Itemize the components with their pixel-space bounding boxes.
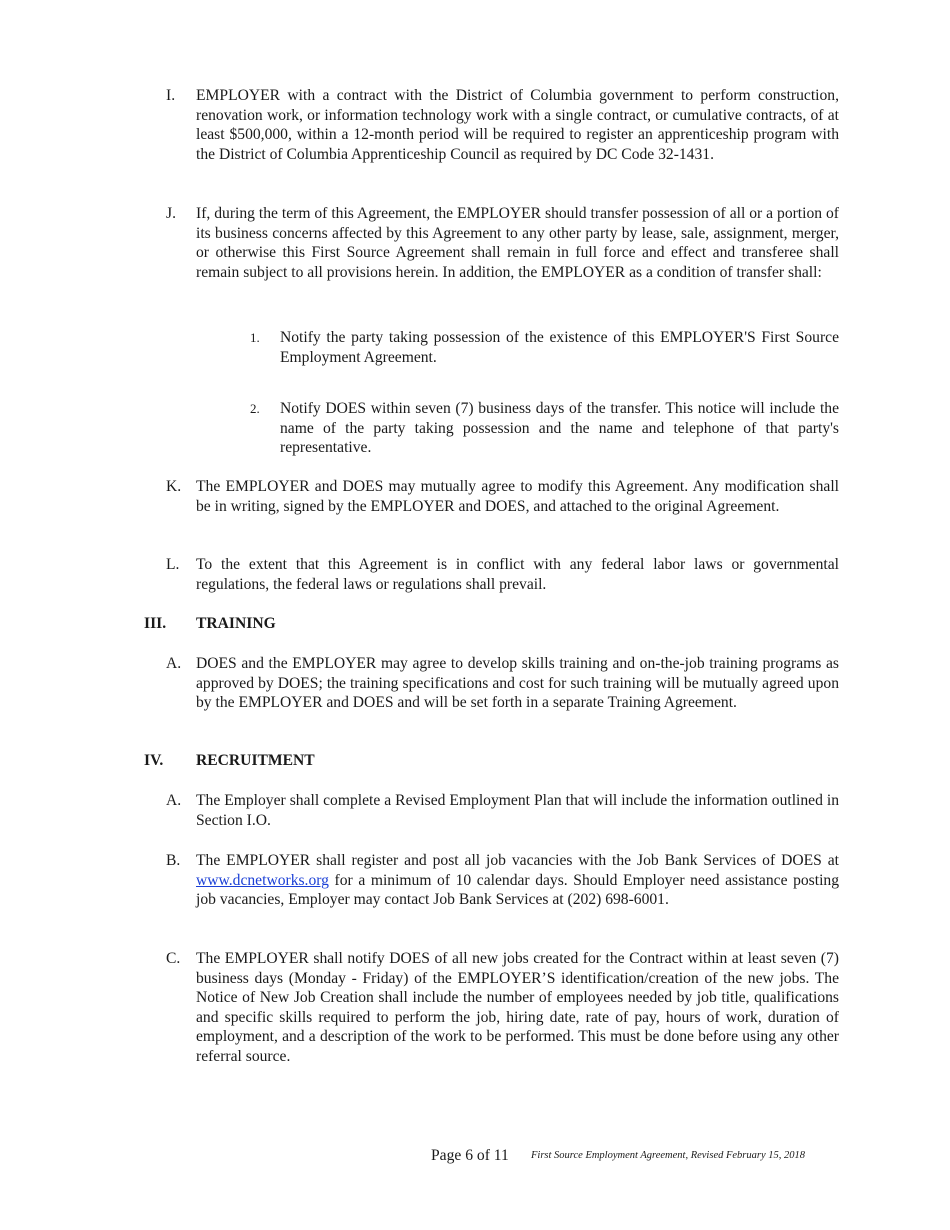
clause-text: If, during the term of this Agreement, the EMPLOYER should transfer possession of all or a portion of its business concerns affected by this Agreement to any other party by lease, sale, assignment, merger, or otherwise this First Source Agreement shall remain in full force and effect and transferee shall remain subject to all provisions herein. In addition, the EMPLOYER as a condition of transfer shall: (196, 205, 839, 281)
clause-text: To the extent that this Agreement is in conflict with any federal labor laws or governmental regulations, the federal laws or regulations shall prevail. (196, 556, 839, 593)
clause-text (196, 851, 839, 910)
section-number: IV. (144, 752, 164, 769)
training-clause-a (166, 654, 839, 713)
recruitment-clause-b (166, 851, 839, 910)
clause-label: A. (166, 655, 182, 672)
clause-text-after-link: for a minimum of 10 calendar days. Should Employer need assistance posting job vacancies, Employer may contact Job Bank Services at (202) 698-6001. (196, 871, 839, 909)
section-title: TRAINING (196, 615, 276, 632)
clause-text: The EMPLOYER and DOES may mutually agree to modify this Agreement. Any modification shall be in writing, signed by the EMPLOYER and DOES, and attached to the original Agreement. (196, 478, 839, 515)
clause-text: The Employer shall complete a Revised Employment Plan that will include the information outlined in Section I.O. (196, 792, 839, 829)
recruitment-clause-a (166, 791, 839, 830)
clause-k (166, 477, 839, 516)
clause-label: I. (166, 87, 176, 104)
subclause-text: Notify the party taking possession of the existence of this EMPLOYER'S First Source Employment Agreement. (280, 329, 839, 366)
clause-text: EMPLOYER with a contract with the District of Columbia government to perform construction, renovation work, or information technology work with a single contract, or cumulative contracts, of at least $500,000, within a 12-month period will be required to register an apprenticeship program with the District of Columbia Apprenticeship Council as required by DC Code 32-1431. (196, 87, 839, 163)
recruitment-clause-c (166, 949, 839, 1067)
clause-label: K. (166, 478, 182, 495)
clause-label: L. (166, 556, 180, 573)
subclause-label: 1. (250, 330, 260, 345)
section-heading-recruitment (144, 751, 315, 771)
clause-text-before-link: The EMPLOYER shall register and post all job vacancies with the Job Bank Services of DOES at (196, 852, 839, 869)
clause-l (166, 555, 839, 594)
subclause-label: 2. (250, 401, 260, 416)
section-title: RECRUITMENT (196, 752, 315, 769)
section-heading-training (144, 614, 276, 634)
subclause-text: Notify DOES within seven (7) business days of the transfer. This notice will include the name of the party taking possession and the name and telephone of that party's representative. (280, 400, 839, 457)
clause-j (166, 204, 839, 282)
page-number: Page 6 of 11 (431, 1147, 509, 1164)
subclause-1 (250, 328, 839, 367)
clause-label: B. (166, 852, 181, 869)
clause-text: DOES and the EMPLOYER may agree to develop skills training and on-the-job training programs as approved by DOES; the training specifications and cost for such training will be mutually agreed upon by the EMPLOYER and DOES and will be set forth in a separate Training Agreement. (196, 655, 839, 712)
subclause-2 (250, 399, 839, 458)
clause-label: A. (166, 792, 182, 809)
clause-i (166, 86, 839, 164)
section-number: III. (144, 615, 167, 632)
clause-label: J. (166, 205, 176, 222)
clause-label: C. (166, 950, 181, 967)
dcnetworks-link[interactable]: www.dcnetworks.org (196, 871, 329, 889)
footer-document-note: First Source Employment Agreement, Revised February 15, 2018 (531, 1150, 806, 1161)
clause-text: The EMPLOYER shall notify DOES of all new jobs created for the Contract within at least seven (7) business days (Monday - Friday) of the EMPLOYER’S identification/creation of the new jobs. The Notice of New Job Creation shall include the number of employees needed by job title, qualifications and specific skills required to perform the job, hiring date, rate of pay, hours of work, duration of employment, and a description of the work to be performed. This must be done before using any other referral source. (196, 950, 839, 1065)
